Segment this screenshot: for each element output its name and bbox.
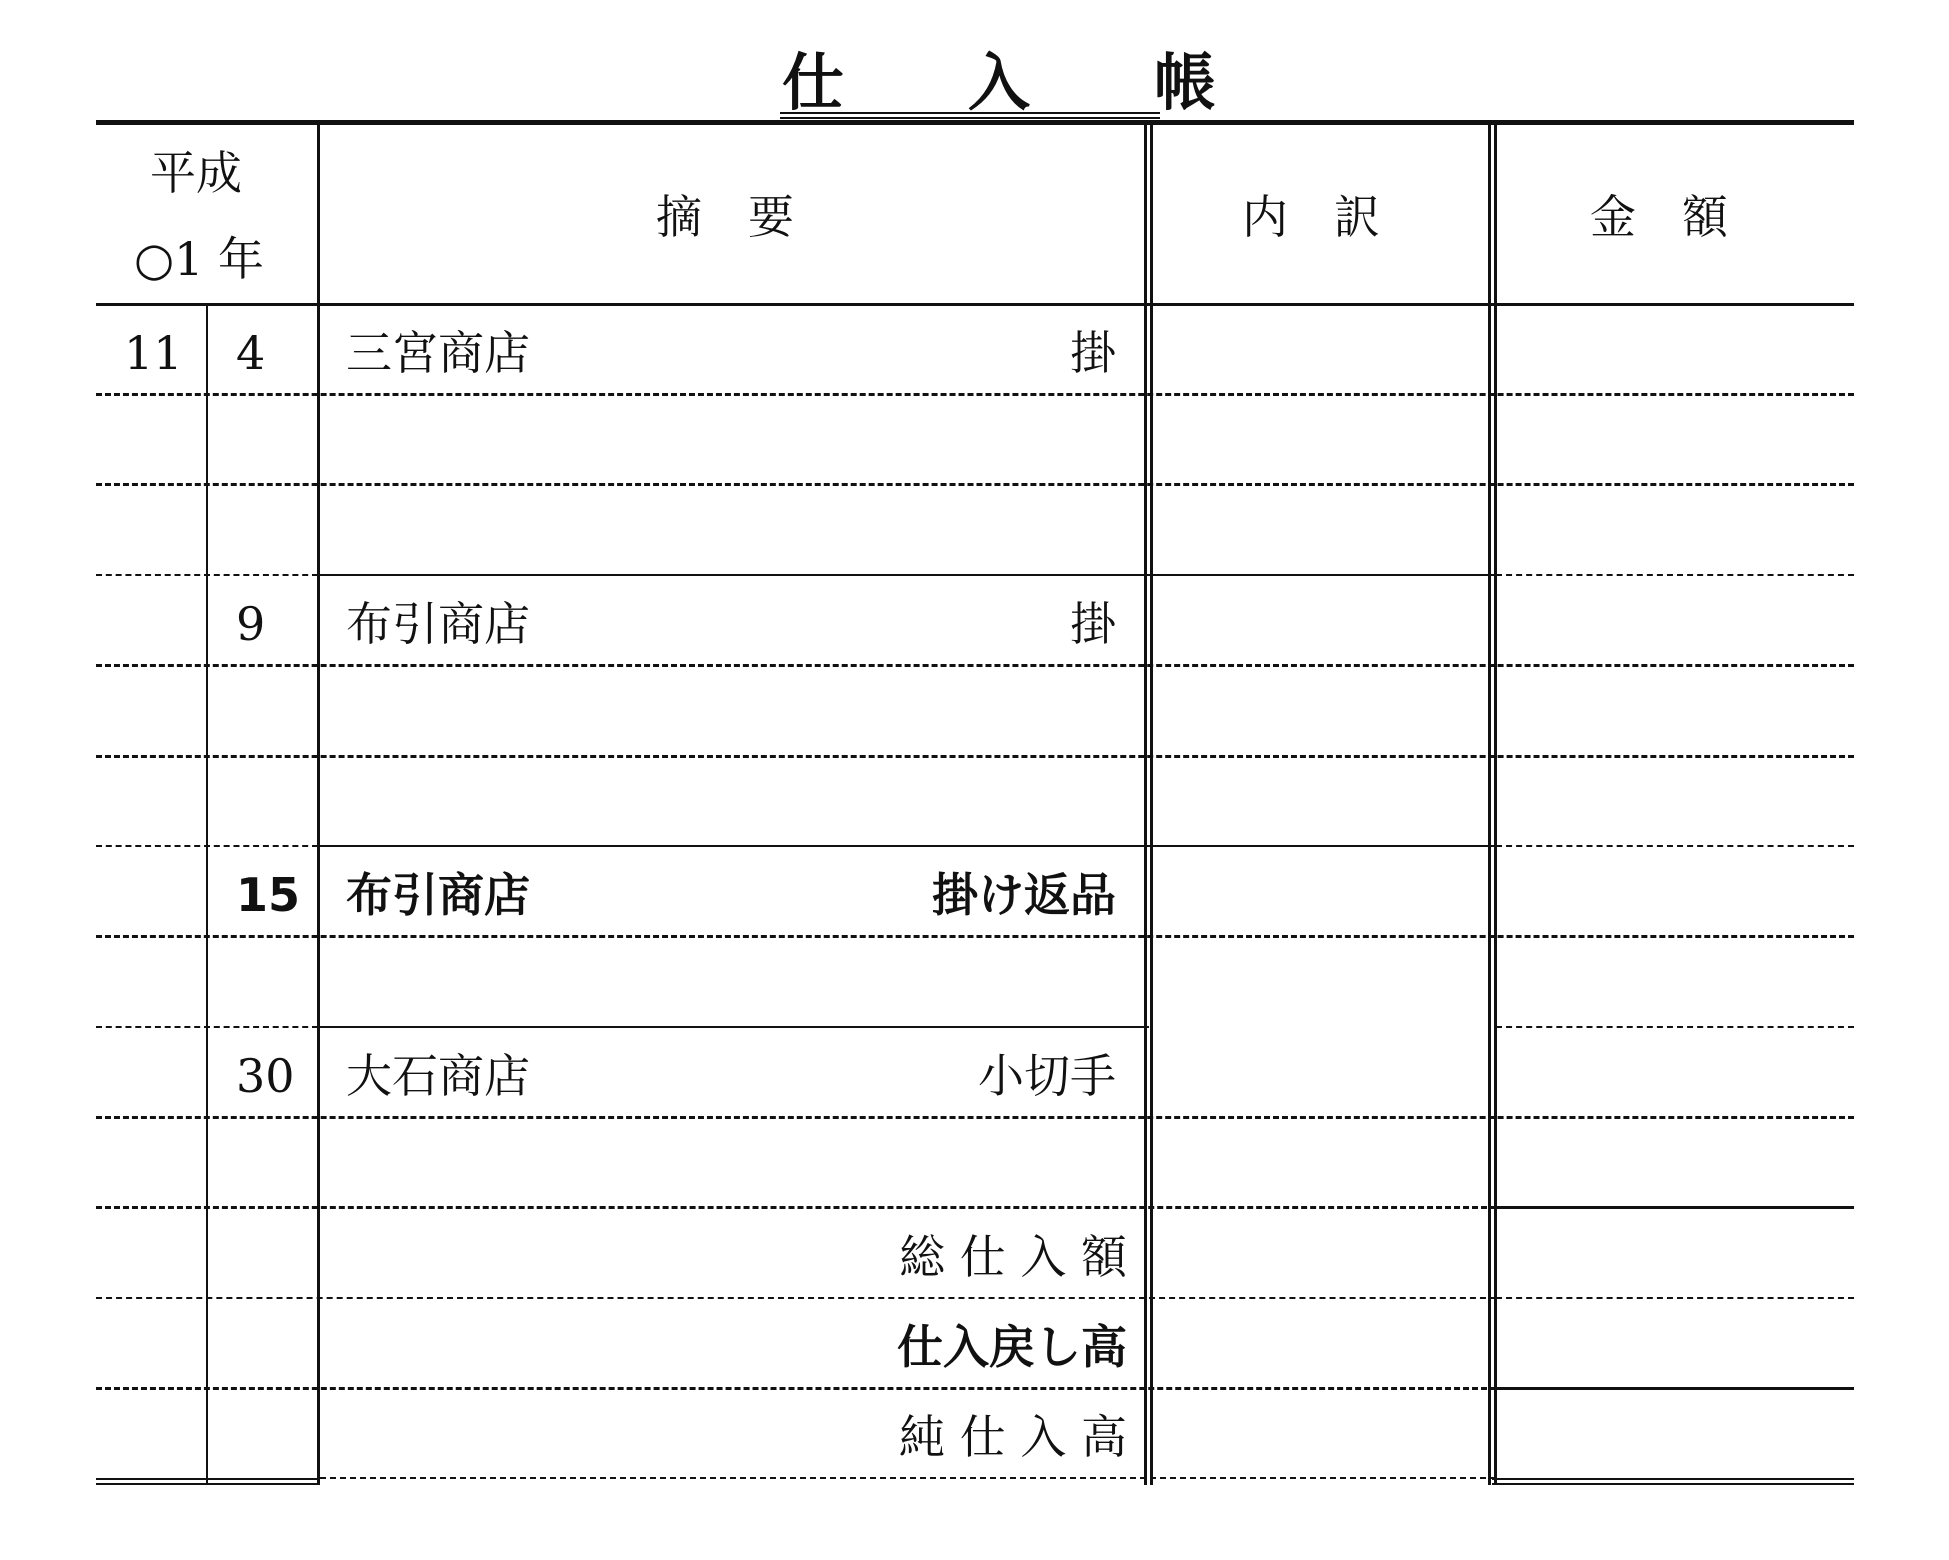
header-rule [96, 303, 1854, 306]
title-underline [780, 112, 1160, 119]
row-line [96, 1116, 1854, 1119]
summary-column-border-a [1144, 122, 1147, 1485]
breakdown-column-border-b [1494, 122, 1497, 1485]
header-summary: 摘 要 [656, 190, 794, 244]
row-line [96, 1206, 1496, 1209]
entry-method: 掛 [1070, 597, 1116, 651]
row-line [96, 935, 1854, 938]
bottom-double-rule-left [96, 1478, 320, 1485]
entry-name: 布引商店 [346, 868, 530, 922]
row-line [96, 1387, 1496, 1390]
header-amount: 金 額 [1590, 190, 1728, 244]
row-line [96, 845, 318, 847]
header-breakdown: 内 訳 [1242, 190, 1380, 244]
top-rule [96, 120, 1854, 125]
date-column-border [317, 122, 320, 1485]
row-line [96, 755, 1854, 758]
entry-rule [319, 1026, 1149, 1028]
entry-name: 大石商店 [346, 1049, 530, 1103]
entry-rule [319, 845, 1496, 847]
entry-method: 掛 [1070, 326, 1116, 380]
entry-name: 布引商店 [346, 597, 530, 651]
ledger-title: 仕 入 帳 [782, 46, 1217, 119]
entry-method: 掛け返品 [932, 868, 1116, 922]
row-line [1496, 1297, 1854, 1299]
bottom-double-rule-right [1492, 1478, 1854, 1485]
month-day-divider [206, 305, 208, 1485]
breakdown-column-border-a [1488, 122, 1491, 1485]
amount-total-rule [1496, 1206, 1854, 1209]
net-purchases-label: 純 仕 入 高 [899, 1410, 1127, 1464]
row-line [1496, 1026, 1854, 1028]
header-era: 平成 [150, 146, 242, 200]
entry-name: 三宮商店 [346, 326, 530, 380]
row-line [96, 574, 318, 576]
entry-day: 15 [236, 868, 301, 922]
amount-total-rule [1496, 1387, 1854, 1390]
entry-rule [319, 574, 1496, 576]
row-line [1496, 845, 1854, 847]
entry-method: 小切手 [978, 1049, 1116, 1103]
entry-month: 11 [124, 326, 183, 380]
row-line [96, 483, 1854, 486]
purchase-returns-label: 仕入戻し高 [897, 1320, 1127, 1374]
row-line [96, 393, 1854, 396]
header-year: ○1 年 [134, 232, 265, 286]
row-line [320, 1477, 1496, 1479]
row-line [1496, 574, 1854, 576]
gross-purchases-label: 総 仕 入 額 [899, 1230, 1127, 1284]
entry-day: 30 [236, 1049, 295, 1103]
summary-column-border-b [1150, 122, 1153, 1485]
entry-day: 4 [236, 326, 266, 380]
row-line [96, 1297, 1496, 1299]
entry-day: 9 [236, 597, 266, 651]
row-line [96, 664, 1854, 667]
row-line [96, 1026, 318, 1028]
